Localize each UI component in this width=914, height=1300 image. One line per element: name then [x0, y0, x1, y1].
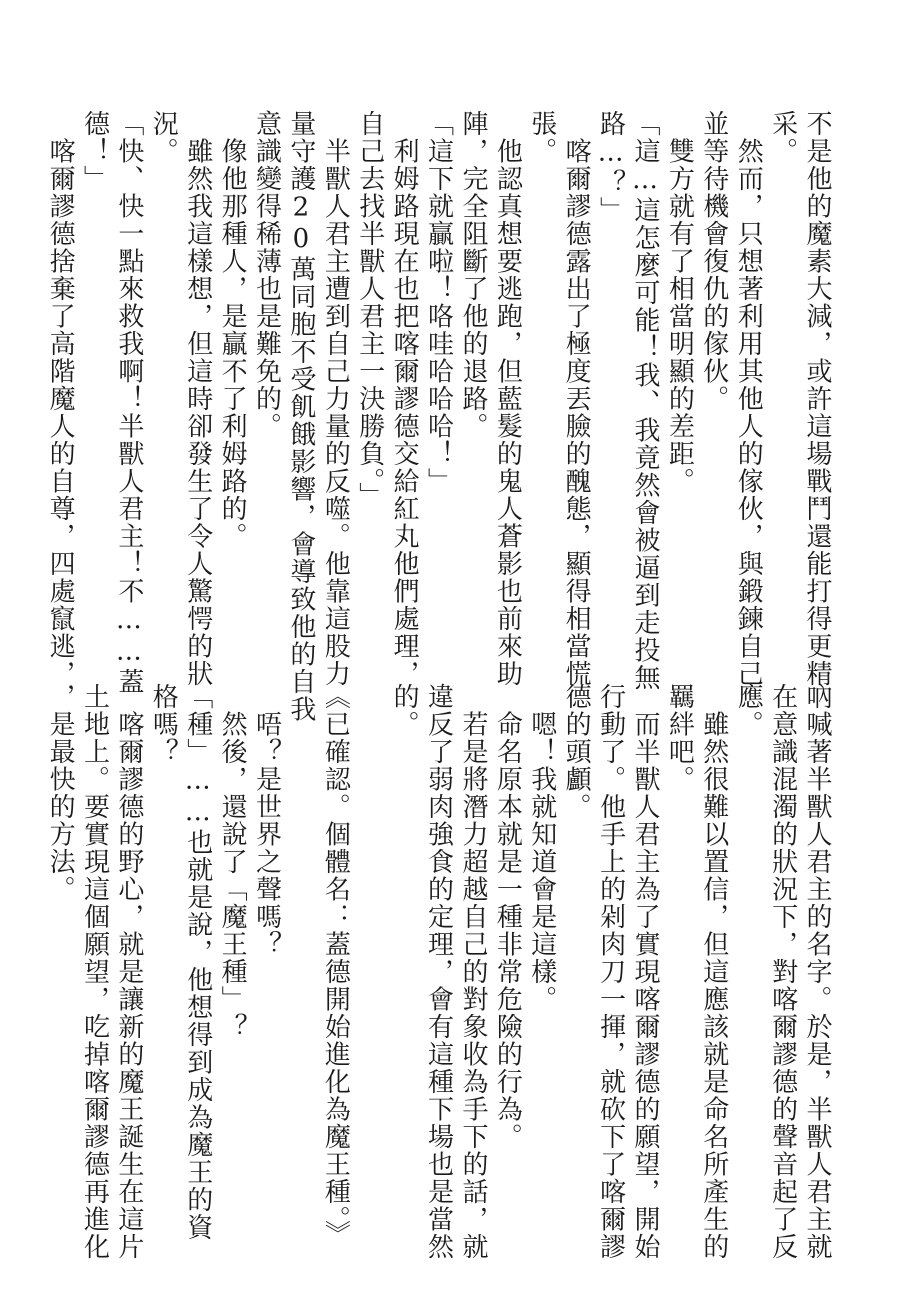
- lower-line: 格嗎？: [148, 683, 179, 766]
- text-block-upper: [43, 110, 834, 723]
- upper-line: 然而，只想著利用其他人的傢伙，與鍛鍊自己: [733, 110, 764, 688]
- lower-line: 違反了弱肉強食的定理，會有這種下場也是當然: [423, 683, 454, 1261]
- lower-line: 行動了。他手上的剁肉刀一揮，就砍下了喀爾謬: [595, 683, 626, 1261]
- upper-line: 量守護20萬同胞不受飢餓影響，會導致他的自我: [285, 110, 316, 723]
- lower-line: 羈絆吧。: [664, 683, 695, 793]
- upper-line: 張。: [526, 110, 557, 165]
- upper-line: 他認真想要逃跑，但藍髮的鬼人蒼影也前來助: [492, 110, 523, 688]
- lower-line: 雖然很難以置信，但這應該就是命名所產生的: [698, 683, 729, 1261]
- lower-line: 吶喊著半獸人君主的名字。於是，半獸人君主就: [802, 683, 832, 1261]
- lower-line: 在意識混濁的狀況下，對喀爾謬德的聲音起了反: [767, 683, 798, 1261]
- lower-line: 唔？是世界之聲嗎？: [251, 683, 282, 958]
- lower-line: [284, 683, 318, 1203]
- lower-line: 德的頭顱。: [561, 683, 592, 821]
- lower-line: 若是將潛力超越自己的對象收為手下的話，就: [457, 683, 488, 1261]
- upper-line: 半獸人君主遭到自己力量的反噬。他靠這股力: [320, 110, 351, 688]
- upper-line: 自己去找半獸人君主一決勝負。」: [354, 110, 385, 510]
- lower-line: 而半獸人君主為了實現喀爾謬德的願望，開始: [629, 683, 660, 1261]
- upper-line: 意識變得稀薄也是難免的。: [251, 110, 282, 440]
- upper-line: 不是他的魔素大減，或許這場戰鬥還能打得更精: [802, 110, 832, 688]
- lower-line: 土地上。要實現這個願望，吃掉喀爾謬德再進化: [79, 683, 110, 1261]
- upper-line: 喀爾謬德露出了極度丟臉的醜態，顯得相當慌: [561, 110, 592, 688]
- upper-line: 雖然我這樣想，但這時卻發生了令人驚愕的狀: [182, 110, 213, 688]
- lower-line: 然後，還說了「魔王種」？: [217, 683, 248, 1041]
- lower-line: 應。: [733, 683, 764, 738]
- upper-line: 並等待機會復仇的傢伙。: [698, 110, 729, 413]
- upper-line: 雙方就有了相當明顯的差距。: [664, 110, 695, 495]
- lower-line: 「種」……也就是說，他想得到成為魔王的資: [182, 683, 213, 1241]
- upper-line: 「這…這怎麼可能！我、我竟然會被逼到走投無: [629, 110, 660, 692]
- lower-line: 嗯！我就知道會是這樣。: [526, 683, 557, 1013]
- lower-line: 命名原本就是一種非常危險的行為。: [492, 683, 523, 1151]
- upper-line: 像他那種人，是贏不了利姆路的。: [217, 110, 248, 550]
- upper-line: 陣，完全阻斷了他的退路。: [457, 110, 488, 440]
- lower-line: ，是最快的方法。: [45, 683, 76, 903]
- lower-line: [352, 683, 386, 1203]
- lower-line: 的。: [389, 683, 420, 738]
- upper-line: 「快、快一點來救我啊！半獸人君主！不……蓋: [113, 110, 144, 696]
- upper-line: 德！」: [79, 110, 110, 193]
- upper-line: 喀爾謬德捨棄了高階魔人的自尊，四處竄逃，: [45, 110, 76, 688]
- upper-line: 況。: [148, 110, 179, 165]
- lower-line: 《已確認。個體名：蓋德開始進化為魔王種。》: [320, 683, 351, 1248]
- upper-line: 利姆路現在也把喀爾謬德交給紅丸他們處理，: [389, 110, 420, 688]
- upper-line: 「這下就贏啦！咯哇哈哈哈！」: [423, 110, 454, 495]
- lower-line: 喀爾謬德的野心，就是讓新的魔王誕生在這片: [113, 683, 144, 1261]
- upper-line: 路…？」: [595, 110, 626, 224]
- upper-line: 采。: [767, 110, 798, 165]
- text-block-lower: [43, 683, 834, 1261]
